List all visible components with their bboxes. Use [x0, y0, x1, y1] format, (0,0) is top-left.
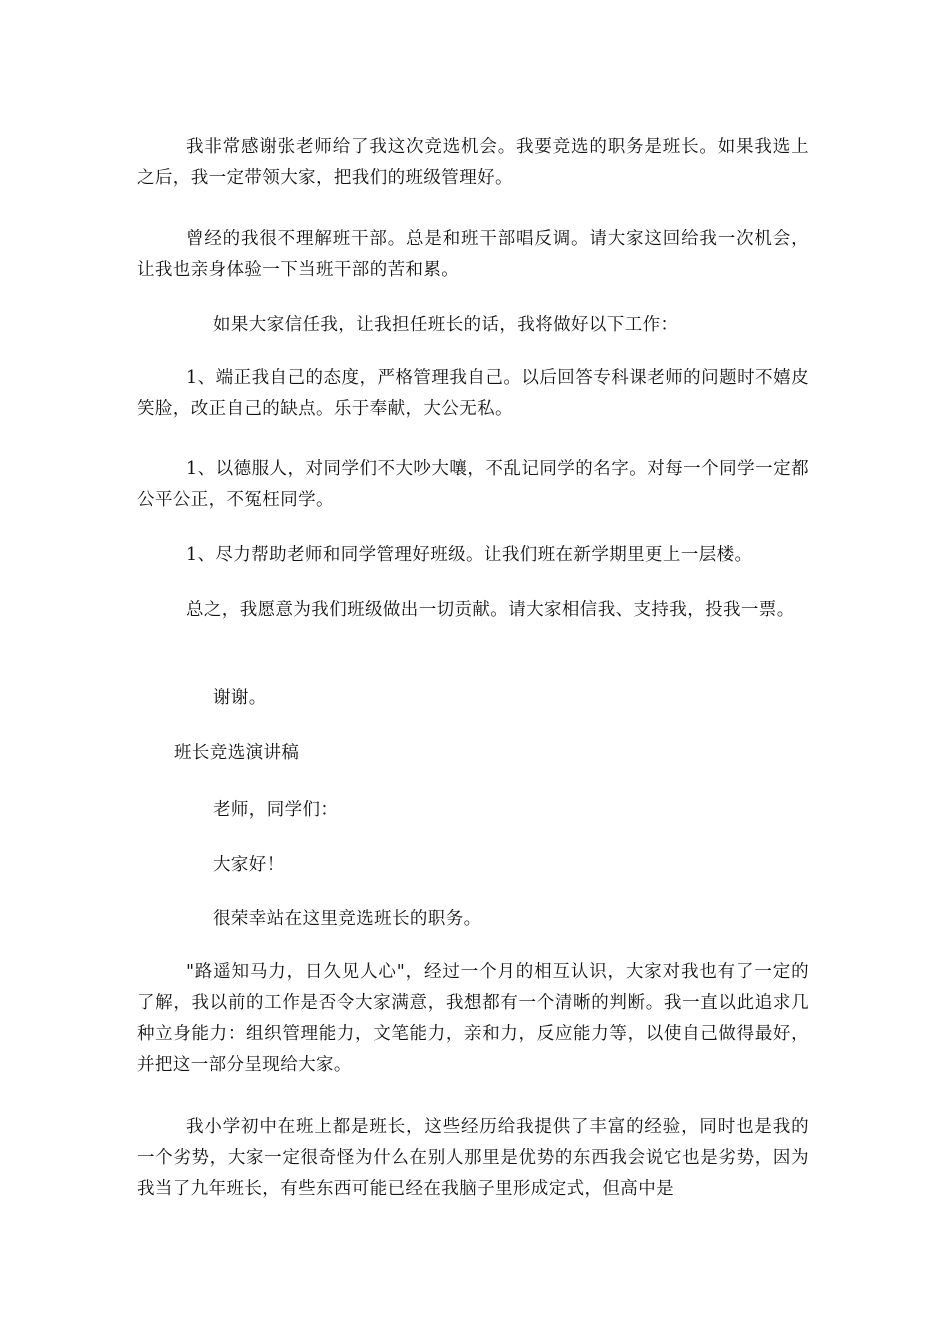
- paragraph-promise: 如果大家信任我，让我担任班长的话，我将做好以下工作：: [213, 315, 679, 335]
- paragraph-conclusion: 总之，我愿意为我们班级做出一切贡献。请大家相信我、支持我，投我一票。: [186, 600, 795, 620]
- paragraph-intro: 我非常感谢张老师给了我这次竞选机会。我要竞选的职务是班长。如果我选上之后，我一定带领大家，把我们的班级管理好。: [137, 137, 809, 188]
- section-title: 班长竞选演讲稿: [174, 743, 300, 763]
- paragraph-item-2: 1、以德服人，对同学们不大吵大嚷，不乱记同学的名字。对每一个同学一定都公平公正，不冤枉同学。: [137, 459, 809, 510]
- paragraph-experience: 我小学初中在班上都是班长，这些经历给我提供了丰富的经验，同时也是我的一个劣势，大家一定很奇怪为什么在别人那里是优势的东西我会说它也是劣势，因为我当了九年班长，有些东西可能已经在我脑子里形成定式，但高中是: [137, 1117, 809, 1199]
- paragraph-hello: 大家好！: [213, 855, 285, 875]
- paragraph-greeting: 老师，同学们：: [213, 800, 339, 820]
- paragraph-proverb: "路遥知马力，日久见人心"，经过一个月的相互认识，大家对我也有了一定的了解，我以前的工作是否令大家满意，我想都有一个清晰的判断。我一直以此追求几种立身能力：组织管理能力，文笔能力，亲和力，反应能力等，以使自己做得最好，并把这一部分呈现给大家。: [137, 962, 809, 1075]
- paragraph-item-3: 1、尽力帮助老师和同学管理好班级。让我们班在新学期里更上一层楼。: [186, 545, 753, 565]
- paragraph-honor: 很荣幸站在这里竞选班长的职务。: [213, 909, 482, 929]
- paragraph-thanks: 谢谢。: [213, 688, 267, 708]
- paragraph-item-1: 1、端正我自己的态度，严格管理我自己。以后回答专科课老师的问题时不嬉皮笑脸，改正自己的缺点。乐于奉献，大公无私。: [137, 368, 809, 419]
- paragraph-past: 曾经的我很不理解班干部。总是和班干部唱反调。请大家这回给我一次机会，让我也亲身体验一下当班干部的苦和累。: [137, 229, 809, 280]
